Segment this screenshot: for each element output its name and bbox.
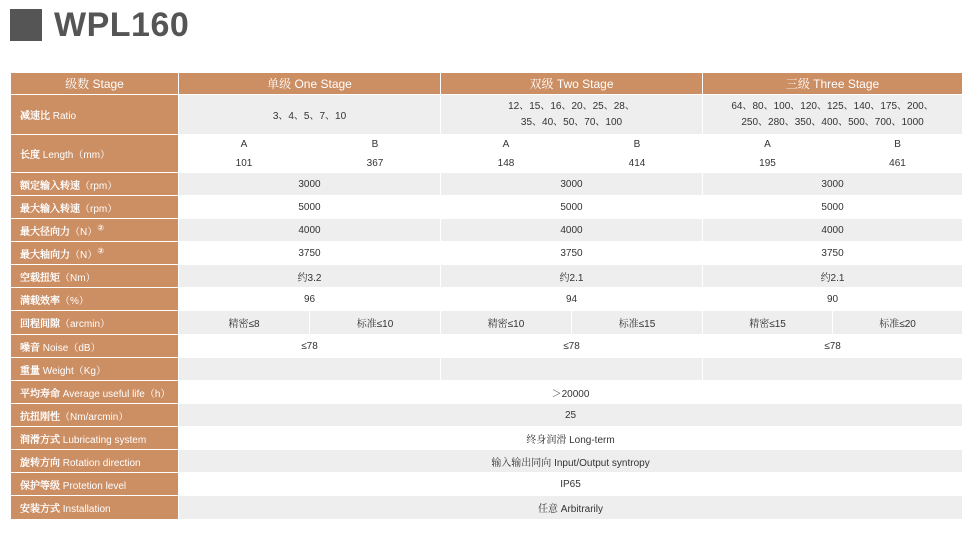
no-load-torque-two: 约2.1 xyxy=(441,265,703,288)
radial-force-two: 4000 xyxy=(441,219,703,242)
life-label xyxy=(11,381,179,404)
life-label-en: Average useful life（h） xyxy=(60,388,171,400)
ratio-label-cn: 减速比 xyxy=(20,111,50,122)
weight-one xyxy=(179,358,441,381)
radial-force-row xyxy=(11,219,963,242)
lubrication-value: 终身润滑 Long-term xyxy=(179,427,963,450)
no-load-torque-three: 约2.1 xyxy=(703,265,963,288)
lubrication-label-en: Lubricating system xyxy=(60,434,147,446)
max-speed-two: 5000 xyxy=(441,196,703,219)
radial-force-note-mark: ② xyxy=(97,223,105,233)
length-letter-row xyxy=(11,135,963,154)
axial-force-two: 3750 xyxy=(441,242,703,265)
efficiency-label-en: （%） xyxy=(60,295,89,307)
life-label-cn: 平均寿命 xyxy=(20,388,60,400)
length-three-b-letter: B xyxy=(833,135,963,154)
backlash-one-standard: 标准≤10 xyxy=(310,311,441,335)
two-stage-header: 双级 Two Stage xyxy=(441,73,703,95)
noise-one: ≤78 xyxy=(179,335,441,358)
lubrication-row xyxy=(11,427,963,450)
ratio-label-en: Ratio xyxy=(50,111,77,122)
length-label xyxy=(11,135,179,173)
efficiency-two: 94 xyxy=(441,288,703,311)
length-three-a-value: 195 xyxy=(703,154,833,173)
length-two-a-letter: A xyxy=(441,135,572,154)
lubrication-label xyxy=(11,427,179,450)
noise-label xyxy=(11,335,179,358)
max-speed-label-cn: 最大输入转速 xyxy=(20,203,80,215)
max-speed-one: 5000 xyxy=(179,196,441,219)
radial-force-one: 4000 xyxy=(179,219,441,242)
length-one-b-value: 367 xyxy=(310,154,441,173)
installation-row xyxy=(11,496,963,520)
protection-value: IP65 xyxy=(179,473,963,496)
rated-speed-label xyxy=(11,173,179,196)
ratio-label xyxy=(11,95,179,135)
rigidity-label xyxy=(11,404,179,427)
protection-label xyxy=(11,473,179,496)
radial-force-three: 4000 xyxy=(703,219,963,242)
ratio-three-line2: 250、280、350、400、500、700、1000 xyxy=(741,116,924,128)
efficiency-one: 96 xyxy=(179,288,441,311)
backlash-two-precision: 精密≤10 xyxy=(441,311,572,335)
no-load-torque-label xyxy=(11,265,179,288)
rigidity-label-cn: 抗扭刚性 xyxy=(20,411,60,423)
weight-label-en: Weight（Kg） xyxy=(40,365,106,377)
efficiency-three: 90 xyxy=(703,288,963,311)
rotation-label xyxy=(11,450,179,473)
ratio-three-line1: 64、80、100、120、125、140、175、200、 xyxy=(731,100,934,112)
ratio-two-line1: 12、15、16、20、25、28、 xyxy=(508,100,635,112)
rigidity-label-en: （Nm/arcmin） xyxy=(60,411,129,423)
backlash-label-cn: 回程间隙 xyxy=(20,319,60,330)
length-one-b-letter: B xyxy=(310,135,441,154)
installation-label-cn: 安装方式 xyxy=(20,504,60,515)
length-one-a-value: 101 xyxy=(179,154,310,173)
rotation-label-en: Rotation direction xyxy=(60,457,141,469)
backlash-row xyxy=(11,311,963,335)
max-speed-label xyxy=(11,196,179,219)
max-speed-row xyxy=(11,196,963,219)
axial-force-row xyxy=(11,242,963,265)
backlash-label xyxy=(11,311,179,335)
ratio-row xyxy=(11,95,963,135)
backlash-two-standard: 标准≤15 xyxy=(572,311,703,335)
axial-force-label-en: （N） xyxy=(70,249,98,261)
noise-label-en: Noise（dB） xyxy=(40,342,101,354)
no-load-torque-label-en: （Nm） xyxy=(60,272,96,284)
weight-three xyxy=(703,358,963,381)
efficiency-row xyxy=(11,288,963,311)
weight-two xyxy=(441,358,703,381)
axial-force-note-mark: ② xyxy=(97,246,105,256)
length-three-b-value: 461 xyxy=(833,154,963,173)
backlash-label-en: （arcmin） xyxy=(60,319,111,330)
noise-label-cn: 噪音 xyxy=(20,342,40,354)
page-header xyxy=(10,8,189,42)
protection-label-cn: 保护等级 xyxy=(20,480,60,492)
title-square-marker xyxy=(10,9,42,41)
spec-table xyxy=(10,72,963,520)
ratio-two-line2: 35、40、50、70、100 xyxy=(520,116,623,128)
rated-speed-three: 3000 xyxy=(703,173,963,196)
axial-force-three: 3750 xyxy=(703,242,963,265)
ratio-three-stage xyxy=(703,95,963,135)
axial-force-label xyxy=(11,242,179,265)
rated-speed-row xyxy=(11,173,963,196)
length-one-a-letter: A xyxy=(179,135,310,154)
header-row xyxy=(11,73,963,95)
installation-value: 任意 Arbitrarily xyxy=(179,496,963,520)
page-title: WPL160 xyxy=(54,6,190,44)
rated-speed-label-en: （rpm） xyxy=(80,180,118,192)
radial-force-label-cn: 最大径向力 xyxy=(20,226,70,238)
no-load-torque-one: 约3.2 xyxy=(179,265,441,288)
three-stage-header: 三级 Three Stage xyxy=(703,73,963,95)
lubrication-label-cn: 润滑方式 xyxy=(20,434,60,446)
weight-label-cn: 重量 xyxy=(20,365,40,377)
noise-two: ≤78 xyxy=(441,335,703,358)
weight-label xyxy=(11,358,179,381)
noise-three: ≤78 xyxy=(703,335,963,358)
length-three-a-letter: A xyxy=(703,135,833,154)
rigidity-row xyxy=(11,404,963,427)
rigidity-value: 25 xyxy=(179,404,963,427)
rated-speed-one: 3000 xyxy=(179,173,441,196)
weight-row xyxy=(11,358,963,381)
rotation-value: 输入输出同向 Input/Output syntropy xyxy=(179,450,963,473)
protection-row xyxy=(11,473,963,496)
length-label-cn: 长度 xyxy=(20,150,40,161)
life-row xyxy=(11,381,963,404)
max-speed-label-en: （rpm） xyxy=(80,203,118,215)
rotation-label-cn: 旋转方向 xyxy=(20,457,60,469)
ratio-two-stage xyxy=(441,95,703,135)
rotation-row xyxy=(11,450,963,473)
axial-force-label-cn: 最大轴向力 xyxy=(20,249,70,261)
no-load-torque-label-cn: 空载扭矩 xyxy=(20,272,60,284)
installation-label-en: Installation xyxy=(60,504,111,515)
ratio-one-stage: 3、4、5、7、10 xyxy=(179,95,441,135)
backlash-three-standard: 标准≤20 xyxy=(833,311,963,335)
backlash-three-precision: 精密≤15 xyxy=(703,311,833,335)
length-two-b-value: 414 xyxy=(572,154,703,173)
protection-label-en: Protetion level xyxy=(60,480,127,492)
noise-row xyxy=(11,335,963,358)
max-speed-three: 5000 xyxy=(703,196,963,219)
no-load-torque-row xyxy=(11,265,963,288)
rated-speed-label-cn: 额定输入转速 xyxy=(20,180,80,192)
rated-speed-two: 3000 xyxy=(441,173,703,196)
life-value: ＞20000 xyxy=(179,381,963,404)
efficiency-label-cn: 满载效率 xyxy=(20,295,60,307)
length-two-a-value: 148 xyxy=(441,154,572,173)
length-label-en: Length（mm） xyxy=(40,150,111,161)
stage-header: 级数 Stage xyxy=(11,73,179,95)
one-stage-header: 单级 One Stage xyxy=(179,73,441,95)
backlash-one-precision: 精密≤8 xyxy=(179,311,310,335)
radial-force-label-en: （N） xyxy=(70,226,98,238)
installation-label xyxy=(11,496,179,520)
axial-force-one: 3750 xyxy=(179,242,441,265)
radial-force-label xyxy=(11,219,179,242)
length-two-b-letter: B xyxy=(572,135,703,154)
efficiency-label xyxy=(11,288,179,311)
